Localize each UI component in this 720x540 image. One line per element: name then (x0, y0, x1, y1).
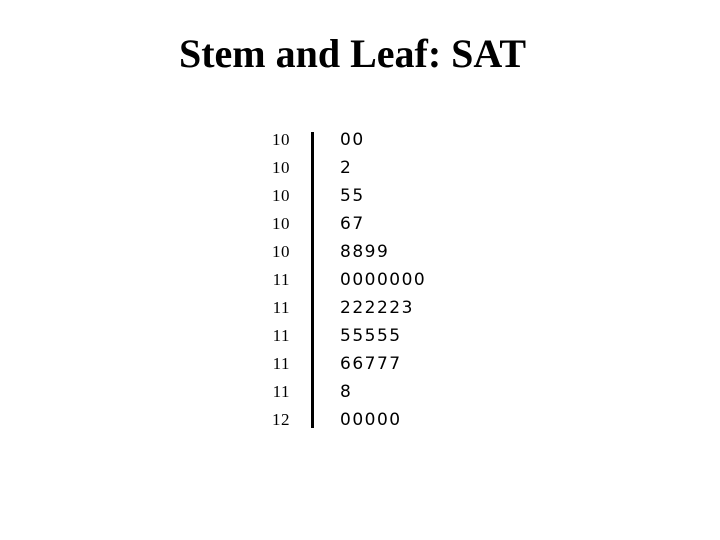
stem-value: 11 (272, 298, 290, 317)
stem-leaf-row (250, 294, 470, 322)
stem-value: 10 (272, 214, 290, 233)
leaf-values: 00000 (340, 410, 402, 430)
stem-leaf-row (250, 322, 470, 350)
stem-leaf-row (250, 350, 470, 378)
stem-value: 10 (272, 186, 290, 205)
leaf-values: 222223 (340, 298, 414, 318)
stem-value: 10 (272, 242, 290, 261)
stem-leaf-row (250, 126, 470, 154)
leaf-values: 55 (340, 186, 365, 206)
stem-leaf-row (250, 210, 470, 238)
stem-leaf-row (250, 406, 470, 434)
stem-leaf-row (250, 182, 470, 210)
stem-value: 11 (272, 382, 290, 401)
chart-title: Stem and Leaf: SAT (178, 31, 527, 76)
leaf-values: 8 (340, 382, 353, 402)
stem-leaf-row (250, 238, 470, 266)
stem-value: 11 (272, 354, 290, 373)
stem-value: 12 (272, 410, 290, 429)
stem-value: 10 (272, 130, 290, 149)
leaf-values: 2 (340, 158, 353, 178)
leaf-values: 55555 (340, 326, 402, 346)
stem-value: 10 (272, 158, 290, 177)
stem-value: 11 (272, 326, 290, 345)
leaf-values: 8899 (340, 242, 390, 262)
stem-value: 11 (272, 270, 290, 289)
stem-and-leaf-plot (250, 124, 470, 434)
stem-leaf-row (250, 378, 470, 406)
stem-leaf-row (250, 266, 470, 294)
leaf-values: 66777 (340, 354, 402, 374)
leaf-values: 0000000 (340, 270, 427, 290)
stem-leaf-row (250, 154, 470, 182)
leaf-values: 67 (340, 214, 365, 234)
leaf-values: 00 (340, 130, 365, 150)
